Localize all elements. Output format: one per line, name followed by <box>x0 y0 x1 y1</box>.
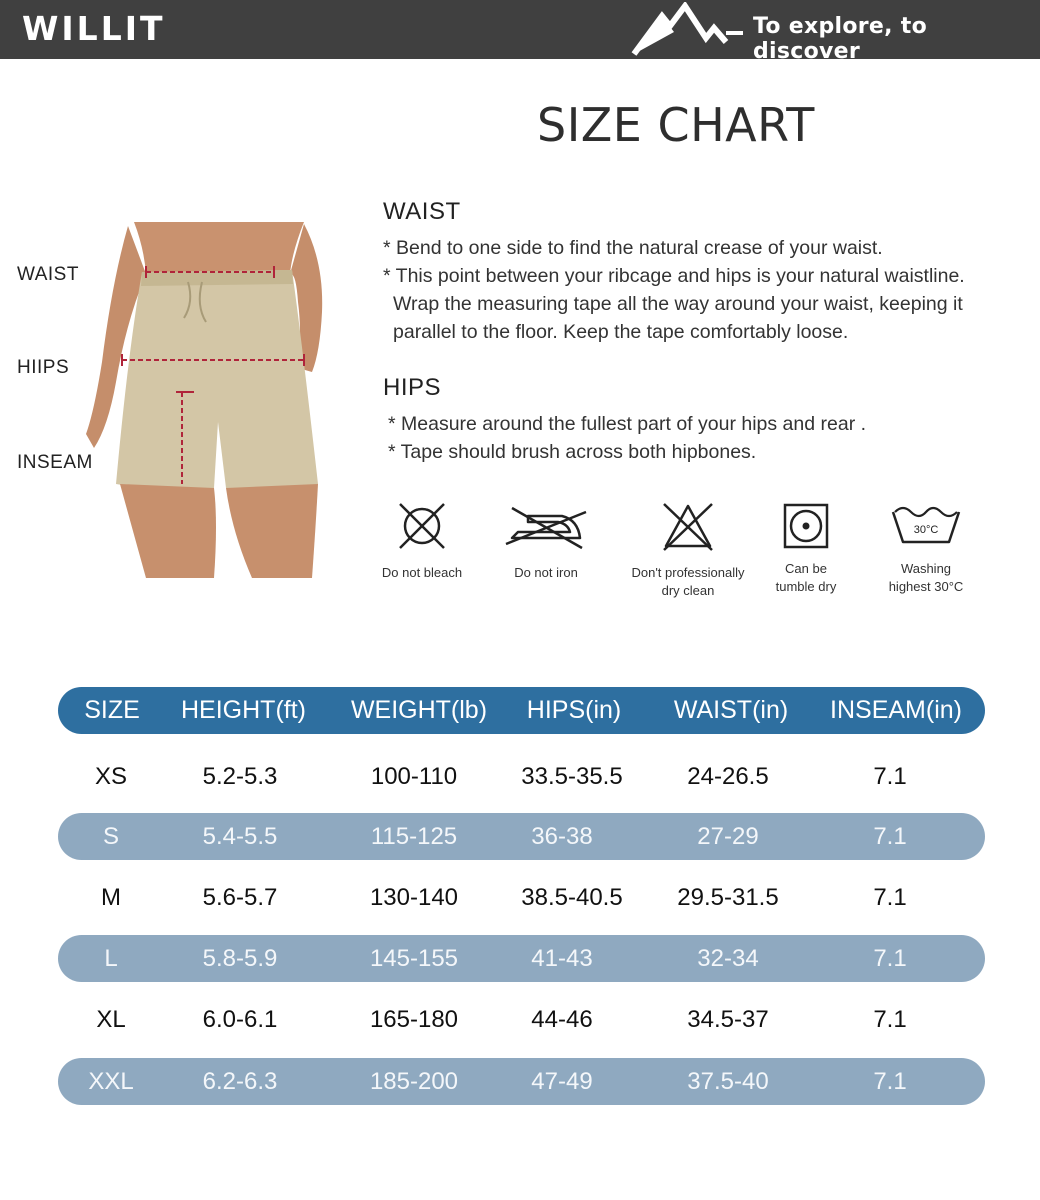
table-cell: 27-29 <box>697 823 759 850</box>
table-cell: 38.5-40.5 <box>521 884 623 911</box>
care-label-line: Washing <box>900 561 952 576</box>
waist-heading: WAIST <box>383 198 461 225</box>
table-cell: 7.1 <box>873 823 907 850</box>
page-title: SIZE CHART <box>537 98 815 152</box>
care-item <box>866 500 986 596</box>
table-row <box>58 753 985 800</box>
table-cell: 44-46 <box>531 1006 593 1033</box>
table-cell: XS <box>94 763 127 790</box>
table-cell: 7.1 <box>873 1068 907 1095</box>
shorts-model-figure <box>76 222 368 582</box>
hips-line: * Tape should brush across both hipbones. <box>388 441 757 463</box>
mountain-logo-icon <box>630 2 750 58</box>
column-header: WEIGHT(lb) <box>350 696 488 724</box>
table-cell: 37.5-40 <box>687 1068 769 1095</box>
waist-line: Wrap the measuring tape all the way around your waist, keeping it <box>393 293 963 315</box>
care-label: Do not bleach <box>381 565 463 580</box>
care-item <box>628 500 748 600</box>
column-header: HEIGHT(ft) <box>181 696 306 724</box>
care-label <box>746 560 866 596</box>
table-cell: M <box>101 884 121 911</box>
table-row <box>58 996 985 1043</box>
care-item <box>486 500 606 582</box>
care-label-line: Can be <box>785 561 827 576</box>
table-cell: XL <box>96 1006 126 1033</box>
brand-logo: WILLIT <box>22 9 166 48</box>
table-cell: 41-43 <box>531 945 593 972</box>
table-cell: 29.5-31.5 <box>677 884 779 911</box>
care-label: Do not iron <box>514 565 578 580</box>
table-header-row <box>58 687 985 734</box>
no-dry-clean-icon <box>660 500 716 552</box>
column-header: HIPS(in) <box>526 696 622 724</box>
wash-temp-text: 30°C <box>913 524 939 536</box>
wash-30-icon <box>891 500 961 552</box>
hips-line: * Measure around the fullest part of your hips and rear . <box>388 413 867 435</box>
table-cell: S <box>102 823 119 850</box>
care-label-line: tumble dry <box>775 579 837 594</box>
waist-line: * This point between your ribcage and hips is your natural waistline. <box>383 265 965 287</box>
waist-figure-label: WAIST <box>17 264 79 285</box>
table-cell: 115-125 <box>370 823 458 850</box>
care-label <box>866 560 986 596</box>
inseam-figure-label: INSEAM <box>17 452 93 473</box>
table-row <box>58 1058 985 1105</box>
table-cell: 6.2-6.3 <box>202 1068 278 1095</box>
table-cell: 24-26.5 <box>687 763 769 790</box>
table-cell: 7.1 <box>873 763 907 790</box>
column-header: SIZE <box>84 696 140 724</box>
hips-heading: HIPS <box>383 374 442 401</box>
table-cell: 47-49 <box>531 1068 593 1095</box>
table-cell: 6.0-6.1 <box>202 1006 278 1033</box>
table-cell: 7.1 <box>873 1006 907 1033</box>
table-cell: 5.4-5.5 <box>202 823 278 850</box>
table-cell: 100-110 <box>370 763 458 790</box>
tagline: To explore, to discover <box>753 14 927 64</box>
table-cell: 36-38 <box>531 823 593 850</box>
table-cell: 185-200 <box>369 1068 459 1095</box>
care-label-line: Don't professionally <box>631 565 745 580</box>
care-item <box>746 500 866 596</box>
waist-line: parallel to the floor. Keep the tape comfortably loose. <box>393 321 849 343</box>
care-label-line: highest 30°C <box>888 579 964 594</box>
column-header: WAIST(in) <box>673 696 789 724</box>
column-header: INSEAM(in) <box>830 696 962 724</box>
care-label-line: dry clean <box>661 583 715 598</box>
table-cell: 7.1 <box>873 945 907 972</box>
table-row <box>58 935 985 982</box>
no-bleach-icon <box>396 500 448 552</box>
table-cell: 130-140 <box>369 884 459 911</box>
table-cell: 5.8-5.9 <box>202 945 278 972</box>
care-item <box>362 500 482 582</box>
table-cell: 32-34 <box>697 945 759 972</box>
waist-line: * Bend to one side to find the natural crease of your waist. <box>383 237 883 259</box>
care-label <box>628 564 748 600</box>
table-row <box>58 874 985 921</box>
table-cell: 34.5-37 <box>687 1006 769 1033</box>
table-row <box>58 813 985 860</box>
table-cell: 145-155 <box>369 945 459 972</box>
top-banner <box>0 0 1040 64</box>
table-cell: 165-180 <box>369 1006 459 1033</box>
no-iron-icon <box>504 500 588 552</box>
table-cell: 5.6-5.7 <box>202 884 278 911</box>
tumble-dry-icon <box>782 500 830 552</box>
table-cell: 7.1 <box>873 884 907 911</box>
hips-figure-label: HIIPS <box>17 357 70 378</box>
table-cell: L <box>104 945 118 972</box>
table-cell: XXL <box>88 1068 134 1095</box>
table-cell: 5.2-5.3 <box>202 763 278 790</box>
table-cell: 33.5-35.5 <box>521 763 623 790</box>
